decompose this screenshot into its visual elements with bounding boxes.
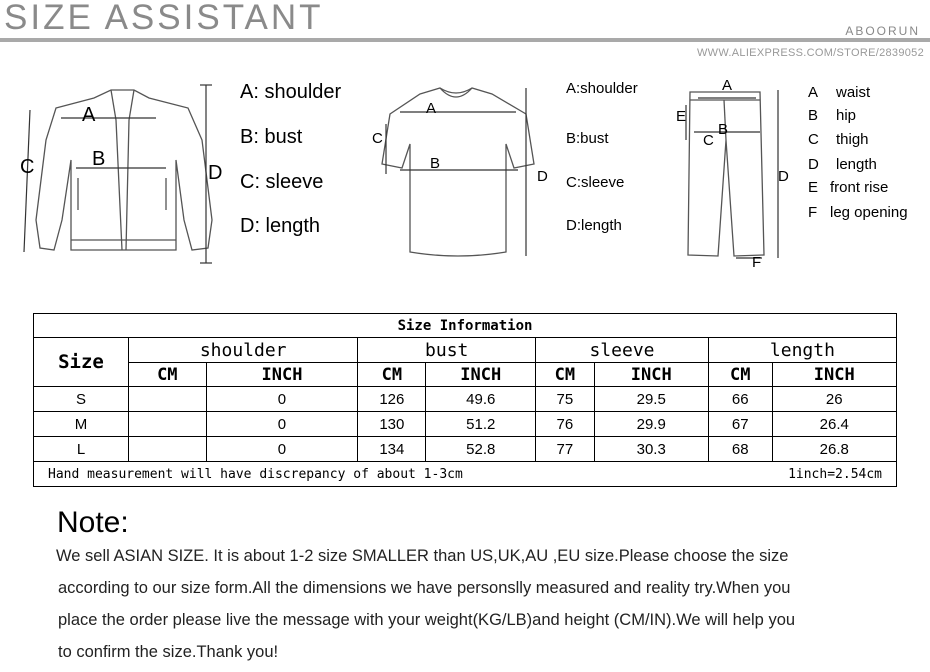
- pants-letter-a: A: [722, 77, 733, 94]
- tshirt-letter-d: D: [537, 168, 548, 185]
- table-cell: 26.8: [772, 437, 896, 462]
- table-cell: 51.2: [426, 412, 536, 437]
- pants-legend-f-key: F: [808, 204, 818, 221]
- table-cell: 134: [358, 437, 426, 462]
- pants-letter-f: F: [752, 254, 762, 271]
- table-cell: [129, 412, 207, 437]
- pants-legend-f-text: leg opening: [830, 204, 908, 221]
- tshirt-legend-b: B:bust: [566, 130, 609, 147]
- pants-legend-a-text: waist: [836, 84, 871, 101]
- pants-diagram: [676, 80, 791, 270]
- table-cell: 29.5: [594, 387, 708, 412]
- pants-legend-a-key: A: [808, 84, 819, 101]
- table-cell: 0: [206, 412, 358, 437]
- table-cell: 26.4: [772, 412, 896, 437]
- table-cell: [129, 387, 207, 412]
- pants-legend-d-key: D: [808, 156, 819, 173]
- pants-legend-b-text: hip: [836, 107, 857, 124]
- unit-length-cm: CM: [708, 363, 772, 387]
- tshirt-legend-a: A:shoulder: [566, 80, 638, 97]
- jacket-legend-a: A: shoulder: [240, 81, 342, 103]
- unit-sleeve-inch: INCH: [594, 363, 708, 387]
- pants-legend-e-key: E: [808, 179, 819, 196]
- tshirt-letter-b: B: [430, 155, 441, 172]
- tshirt-letter-a: A: [426, 100, 437, 117]
- table-cell: 77: [536, 437, 594, 462]
- group-bust: bust: [358, 338, 536, 363]
- jacket-letter-c: C: [20, 156, 35, 178]
- table-row: [34, 387, 897, 412]
- tshirt-legend-c: C:sleeve: [566, 174, 625, 191]
- table-cell: 30.3: [594, 437, 708, 462]
- table-cell: 0: [206, 437, 358, 462]
- size-cell: M: [34, 412, 129, 437]
- table-row: [34, 412, 897, 437]
- table-cell: 68: [708, 437, 772, 462]
- unit-shoulder-cm: CM: [129, 363, 207, 387]
- size-header: Size: [34, 338, 129, 387]
- size-cell: L: [34, 437, 129, 462]
- pants-letter-b: B: [718, 121, 729, 138]
- jacket-letter-d: D: [208, 162, 223, 184]
- group-shoulder: shoulder: [129, 338, 358, 363]
- pants-legend-b-key: B: [808, 107, 819, 124]
- tshirt-diagram: [378, 84, 553, 264]
- table-cell: 29.9: [594, 412, 708, 437]
- jacket-legend-b: B: bust: [240, 126, 303, 148]
- table-cell: 126: [358, 387, 426, 412]
- jacket-diagram: [16, 80, 231, 270]
- pants-letter-c: C: [703, 132, 714, 149]
- unit-bust-inch: INCH: [426, 363, 536, 387]
- unit-sleeve-cm: CM: [536, 363, 594, 387]
- unit-shoulder-inch: INCH: [206, 363, 358, 387]
- tshirt-letter-c: C: [372, 130, 383, 147]
- brand-name: ABOORUN: [845, 24, 920, 38]
- table-cell: [129, 437, 207, 462]
- jacket-letter-b: B: [92, 148, 106, 170]
- unit-length-inch: INCH: [772, 363, 896, 387]
- pants-legend-c-key: C: [808, 131, 819, 148]
- table-cell: 49.6: [426, 387, 536, 412]
- pants-letter-d: D: [778, 168, 789, 185]
- size-table: [33, 313, 897, 487]
- table-footnote: Hand measurement will have discrepancy of about 1-3cm: [34, 462, 709, 487]
- table-cell: 26: [772, 387, 896, 412]
- unit-conversion-note: 1inch=2.54cm: [708, 462, 896, 487]
- note-line: to confirm the size.Thank you!: [58, 643, 279, 661]
- jacket-legend-c: C: sleeve: [240, 171, 324, 193]
- group-length: length: [708, 338, 896, 363]
- note-heading: Note:: [57, 506, 129, 539]
- table-caption: Size Information: [34, 314, 897, 338]
- note-line: place the order please live the message with your weight(KG/LB)and height (CM/IN).We will help you: [58, 611, 796, 629]
- table-cell: 130: [358, 412, 426, 437]
- pants-legend-d-text: length: [836, 156, 877, 173]
- table-cell: 76: [536, 412, 594, 437]
- header-divider: [0, 38, 930, 42]
- table-cell: 52.8: [426, 437, 536, 462]
- table-cell: 67: [708, 412, 772, 437]
- group-sleeve: sleeve: [536, 338, 709, 363]
- store-url: WWW.ALIEXPRESS.COM/STORE/2839052: [696, 47, 924, 59]
- table-cell: 66: [708, 387, 772, 412]
- jacket-letter-a: A: [82, 104, 96, 126]
- jacket-legend-d: D: length: [240, 215, 321, 237]
- table-row: [34, 437, 897, 462]
- table-cell: 0: [206, 387, 358, 412]
- table-cell: 75: [536, 387, 594, 412]
- tshirt-legend-d: D:length: [566, 217, 622, 234]
- pants-letter-e: E: [676, 108, 687, 125]
- note-body: [56, 540, 916, 668]
- note-line: We sell ASIAN SIZE. It is about 1-2 size SMALLER than US,UK,AU ,EU size.Please choose the size: [56, 547, 789, 565]
- note-line: according to our size form.All the dimensions we have personslly measured and reality try.When you: [58, 579, 791, 597]
- size-cell: S: [34, 387, 129, 412]
- pants-legend-e-text: front rise: [830, 179, 889, 196]
- unit-bust-cm: CM: [358, 363, 426, 387]
- pants-legend-c-text: thigh: [836, 131, 869, 148]
- page-title: SIZE ASSISTANT: [4, 0, 324, 37]
